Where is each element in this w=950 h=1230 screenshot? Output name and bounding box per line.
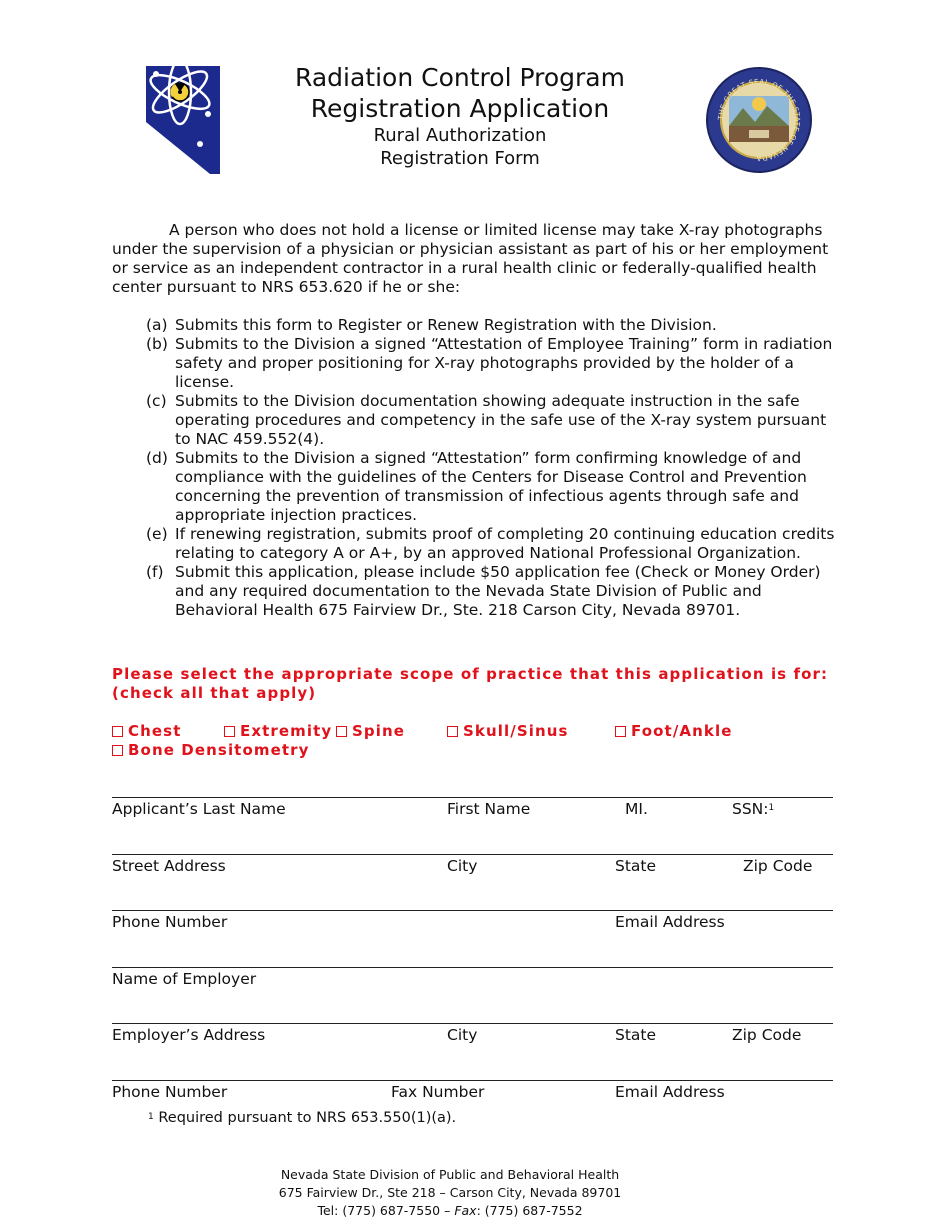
scope-option-foot-ankle[interactable] xyxy=(615,722,732,740)
fill-line-applicant[interactable] xyxy=(112,797,833,798)
list-item-text: Submits to the Division a signed “Attestation of Employee Training” form in radiation safety and proper positioning for X-ray photographs provided by the holder of a license. xyxy=(175,335,833,391)
nevada-radiation-logo-icon xyxy=(144,64,222,176)
list-item-text: Submits to the Division documentation showing adequate instruction in the safe operating procedures and competency in the safe use of the X-ray system pursuant to NAC 459.552(4). xyxy=(175,392,827,448)
scope-option-label: Chest xyxy=(128,722,182,740)
nevada-state-seal-icon xyxy=(705,66,813,174)
checkbox[interactable] xyxy=(336,726,347,737)
title-line-2: Registration Application xyxy=(310,94,610,123)
footer-fax-number: : (775) 687-7552 xyxy=(476,1203,583,1218)
list-item xyxy=(146,392,836,449)
subtitle-line-2: Registration Form xyxy=(380,148,540,169)
scope-option-bone-densitometry[interactable] xyxy=(112,741,310,759)
list-item-label: (a) xyxy=(146,316,168,334)
email-address-label: Email Address xyxy=(615,913,725,931)
employer-email-label: Email Address xyxy=(615,1083,725,1101)
footer-address: 675 Fairview Dr., Ste 218 – Carson City, Nevada 89701 xyxy=(278,1185,622,1200)
employer-zip-code-label: Zip Code xyxy=(732,1026,802,1044)
first-name-label: First Name xyxy=(447,800,531,818)
checkbox[interactable] xyxy=(224,726,235,737)
footer-separator: – xyxy=(440,1203,455,1218)
fill-line-employer-address[interactable] xyxy=(112,1023,833,1024)
title-line-1: Radiation Control Program xyxy=(295,63,625,92)
list-item-label: (f) xyxy=(146,563,164,581)
scope-option-label: Foot/Ankle xyxy=(631,722,733,740)
footer-tel-label: Tel: xyxy=(317,1203,343,1218)
footnote-marker: 1 xyxy=(768,803,775,813)
scope-option-skull-sinus[interactable] xyxy=(447,722,569,740)
employer-name-label: Name of Employer xyxy=(112,970,257,988)
intro-paragraph xyxy=(112,221,834,297)
employer-phone-label: Phone Number xyxy=(112,1083,228,1101)
scope-option-label: Skull/Sinus xyxy=(463,722,569,740)
scope-option-label: Bone Densitometry xyxy=(128,741,310,759)
state-label: State xyxy=(615,857,657,875)
street-address-label: Street Address xyxy=(112,857,226,875)
scope-option-spine[interactable] xyxy=(336,722,405,740)
list-item-label: (b) xyxy=(146,335,168,353)
list-item-text: Submits this form to Register or Renew Registration with the Division. xyxy=(175,316,717,334)
footnote-text: Required pursuant to NRS 653.550(1)(a). xyxy=(158,1110,457,1126)
subtitle-line-1: Rural Authorization xyxy=(373,125,547,146)
page-footer xyxy=(200,1166,700,1220)
city-label: City xyxy=(447,857,478,875)
employer-address-label: Employer’s Address xyxy=(112,1026,266,1044)
list-item-label: (d) xyxy=(146,449,168,467)
ssn-label-text: SSN: xyxy=(732,800,769,818)
footer-fax-label: Fax xyxy=(454,1203,477,1218)
list-item-text: Submits to the Division a signed “Attestation” form confirming knowledge of and compliance with the guidelines of the Centers for Disease Control and Prevention concerning the prevention of transmission of infectious agents through safe and appropriate injection practices. xyxy=(175,449,807,524)
employer-fax-label: Fax Number xyxy=(391,1083,485,1101)
requirements-list xyxy=(146,316,836,620)
footer-agency: Nevada State Division of Public and Behavioral Health xyxy=(280,1167,620,1182)
footer-phone xyxy=(200,1202,700,1220)
employer-city-label: City xyxy=(447,1026,478,1044)
checkbox[interactable] xyxy=(112,745,123,756)
footer-tel-number: (775) 687-7550 xyxy=(342,1203,441,1218)
list-item xyxy=(146,563,836,620)
footnote xyxy=(148,1109,456,1128)
fill-line-employer-contact[interactable] xyxy=(112,1080,833,1081)
scope-option-extremity[interactable] xyxy=(224,722,332,740)
zip-code-label: Zip Code xyxy=(743,857,813,875)
fill-line-employer[interactable] xyxy=(112,967,833,968)
list-item xyxy=(146,525,836,563)
employer-state-label: State xyxy=(615,1026,657,1044)
scope-option-label: Extremity xyxy=(240,722,333,740)
list-item xyxy=(146,316,836,335)
scope-option-chest[interactable] xyxy=(112,722,181,740)
list-item-text: If renewing registration, submits proof of completing 20 continuing education credits relating to category A or A+, by an approved National Professional Organization. xyxy=(175,525,835,562)
scope-option-label: Spine xyxy=(352,722,406,740)
title-block xyxy=(250,62,670,170)
list-item xyxy=(146,449,836,525)
fill-line-contact[interactable] xyxy=(112,910,833,911)
checkbox[interactable] xyxy=(447,726,458,737)
list-item-label: (e) xyxy=(146,525,168,543)
scope-heading: Please select the appropriate scope of practice that this application is for: (check all that apply) xyxy=(112,665,829,702)
checkbox[interactable] xyxy=(615,726,626,737)
list-item xyxy=(146,335,836,392)
phone-number-label: Phone Number xyxy=(112,913,228,931)
list-item-label: (c) xyxy=(146,392,167,410)
ssn-label xyxy=(732,800,774,819)
middle-initial-label: MI. xyxy=(625,800,648,818)
list-item-text: Submit this application, please include $50 application fee (Check or Money Order) and any required documentation to the Nevada State Division of Public and Behavioral Health 675 Fairview Dr., Ste. 218 Carson City, Nevada 89701. xyxy=(175,563,821,619)
footnote-marker: 1 xyxy=(148,1112,154,1122)
applicant-last-name-label: Applicant’s Last Name xyxy=(112,800,286,818)
intro-text: A person who does not hold a license or limited license may take X-ray photographs under the supervision of a physician or physician assistant as part of his or her employment or service as an independent contractor in a rural health clinic or federally-qualified health center pursuant to NRS 653.620 if he or she: xyxy=(112,221,829,296)
fill-line-address[interactable] xyxy=(112,854,833,855)
checkbox[interactable] xyxy=(112,726,123,737)
seal-text: THE GREAT SEAL OF THE STATE OF NEVADA xyxy=(716,77,802,163)
